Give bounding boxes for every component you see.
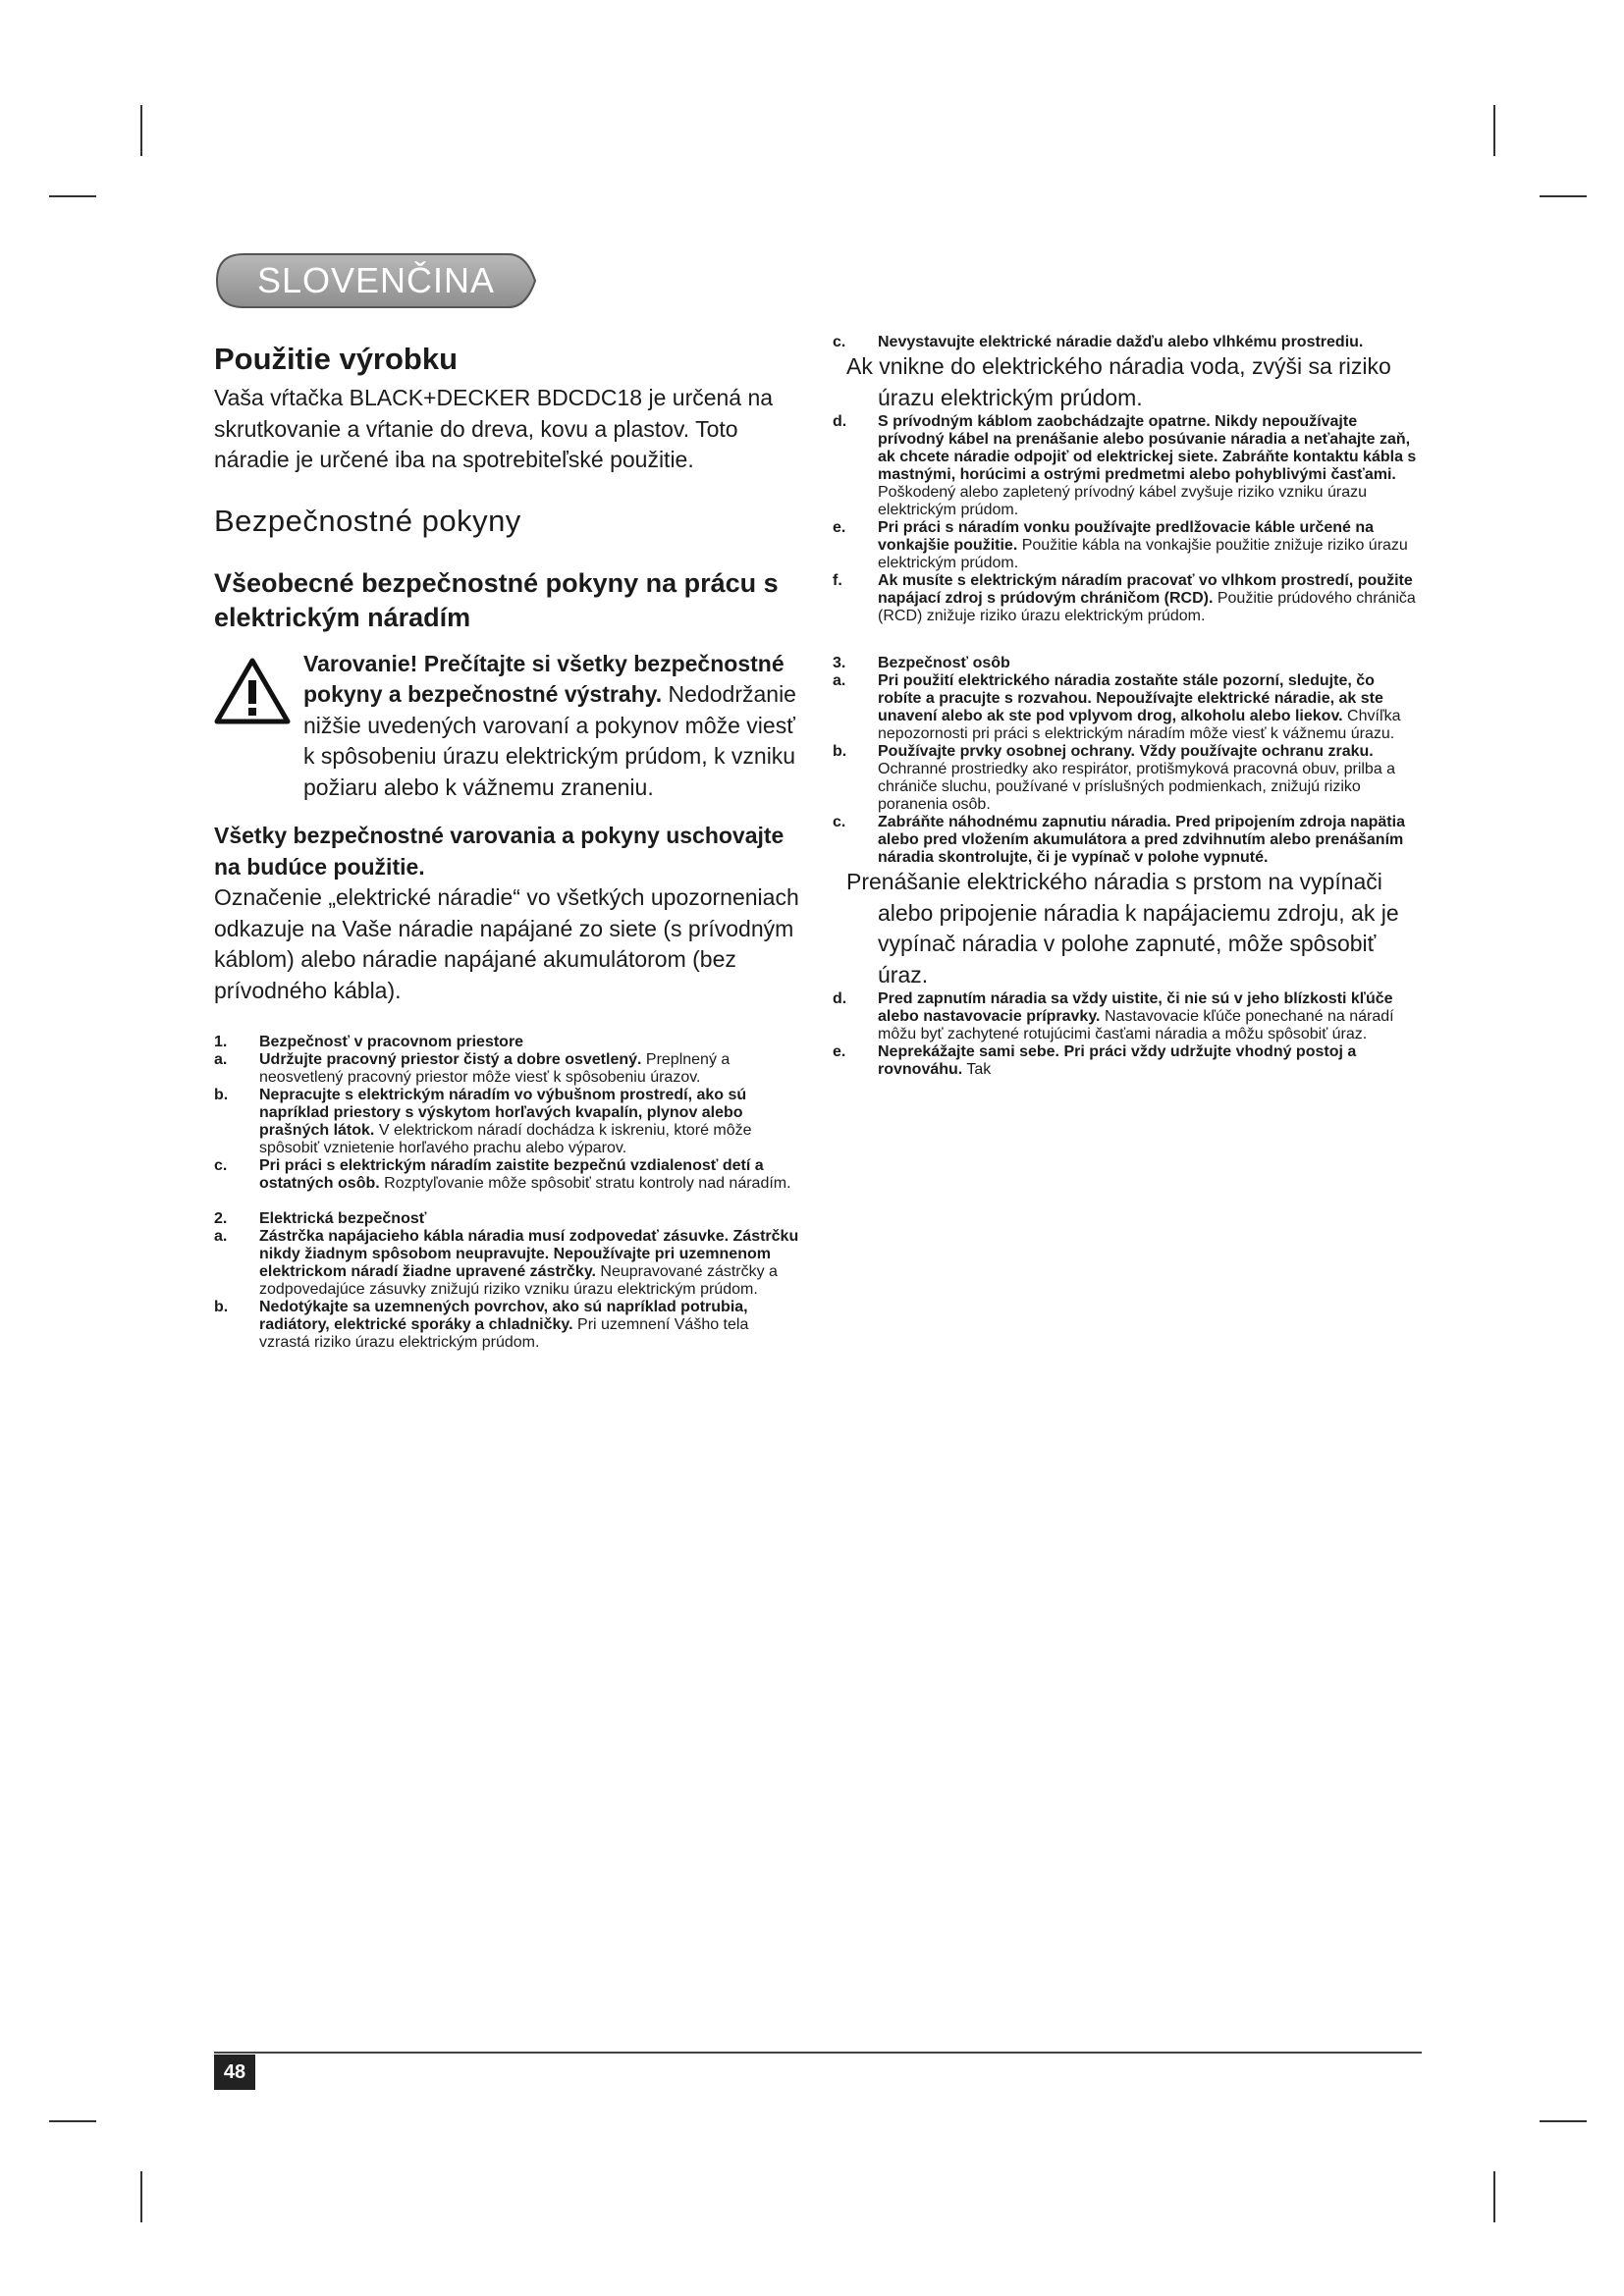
- list-item: b. Nedotýkajte sa uzemnených povrchov, ako sú napríklad potrubia, radiátory, elektrické sporáky a chladničky. Pri uzemnení Vášho tela vzrastá riziko úrazu elektrickým prúdom.: [214, 1299, 749, 1351]
- crop-mark: [140, 105, 142, 156]
- list-item: c. Pri práci s elektrickým náradím zaistite bezpečnú vzdialenosť detí a ostatných osôb. Rozptyľovanie môže spôsobiť stratu kontroly nad náradím.: [214, 1157, 791, 1192]
- left-column: [214, 340, 803, 1352]
- list-item: d. Pred zapnutím náradia sa vždy uistite, či nie sú v jeho blízkosti kľúče alebo nastavovacie prípravky. Nastavovacie kľúče ponechané na náradí môžu byť zachytené rotujúcimi časťami náradia a môžu spôsobiť úraz.: [833, 990, 1394, 1042]
- warning-block: [214, 649, 803, 804]
- warning-text: Nedodržanie nižšie uvedených varovaní a pokynov môže viesť k spôsobeniu úrazu elektrickým prúdom, k vzniku požiaru alebo k vážnemu zraneniu.: [303, 681, 796, 800]
- section-heading-work-area: 1. Bezpečnosť v pracovnom priestore: [214, 1034, 524, 1050]
- power-tool-definition: Označenie „elektrické náradie“ vo všetkých upozorneniach odkazuje na Vaše náradie napájané zo siete (s prívodným káblom) alebo náradie napájané akumulátorom (bez prívodného kábla).: [214, 884, 799, 1003]
- crop-mark: [1493, 105, 1495, 156]
- crop-mark: [1540, 2120, 1587, 2122]
- list-item: f. Ak musíte s elektrickým náradím pracovať vo vlhkom prostredí, použite napájací zdroj s prúdovým chráničom (RCD). Použitie prúdového chrániča (RCD) znižuje riziko úrazu elektrickým prúdom.: [833, 572, 1416, 624]
- crop-mark: [1540, 195, 1587, 197]
- list-item: b. Používajte prvky osobnej ochrany. Vždy používajte ochranu zraku. Ochranné prostriedky ako respirátor, protišmyková pracovná obuv, prilba a chrániče sluchu, používané v príslušných podmienkach, znižujú riziko poranenia osôb.: [833, 743, 1396, 813]
- usage-text: Vaša vŕtačka BLACK+DECKER BDCDC18 je určená na skrutkovanie a vŕtanie do dreva, kovu a plastov. Toto náradie je určené iba na spotrebiteľské použitie.: [214, 385, 774, 472]
- crop-mark: [49, 2120, 96, 2122]
- general-safety-title: Všeobecné bezpečnostné pokyny na prácu s elektrickým náradím: [214, 567, 779, 632]
- section-heading-personal-safety: 3. Bezpečnosť osôb: [833, 655, 1010, 671]
- crop-mark: [49, 195, 96, 197]
- list-item: d. S prívodným káblom zaobchádzajte opatrne. Nikdy nepoužívajte prívodný kábel na prenášanie alebo posúvanie náradia a neťahajte zaň, ak chcete náradie odpojiť od elektrickej siete. Zabráňte kontaktu kábla s mastnými, horúcimi a ostrými predmetmi alebo pohyblivými časťami. Poškodený alebo zapletený prívodný kábel zvyšuje riziko vzniku úrazu elektrickým prúdom.: [833, 413, 1417, 518]
- right-column: [833, 334, 1422, 1079]
- list-item: a. Pri použití elektrického náradia zostaňte stále pozorní, sledujte, čo robíte a pracujte s rozvahou. Nepoužívajte elektrické náradie, ak ste unavení alebo ak ste pod vplyvom drog, alkoholu alebo liekov. Chvíľka nepozornosti pri práci s elektrickým náradím môže viesť k vážnemu úrazu.: [833, 672, 1401, 742]
- usage-title: Použitie výrobku: [214, 342, 459, 376]
- warning-bold: Varovanie! Prečítajte si všetky bezpečnostné pokyny a bezpečnostné výstrahy.: [303, 650, 785, 707]
- footer-rule: [214, 2052, 1422, 2054]
- list-item: e. Neprekážajte sami sebe. Pri práci vždy udržujte vhodný postoj a rovnováhu. Tak: [833, 1043, 1357, 1078]
- crop-mark: [140, 2171, 142, 2222]
- list-item: c. Nevystavujte elektrické náradie dažďu alebo vlhkému prostrediu.: [833, 334, 1364, 350]
- keep-instructions: Všetky bezpečnostné varovania a pokyny uschovajte na budúce použitie.: [214, 823, 785, 880]
- safety-title: Bezpečnostné pokyny: [214, 503, 521, 538]
- list-item: a. Zástrčka napájacieho kábla náradia musí zodpovedať zásuvke. Zástrčku nikdy žiadnym spôsobom neupravujte. Nepoužívajte pri uzemnenom elektrickom náradí žiadne upravené zástrčky. Neupravované zástrčky a zodpovedajúce zásuvky znižujú riziko vzniku úrazu elektrickým prúdom.: [214, 1228, 799, 1298]
- list-item: b. Nepracujte s elektrickým náradím vo výbušnom prostredí, ako sú napríklad priestory s výskytom horľavých kvapalín, plynov alebo prašných látok. V elektrickom náradí dochádza k iskreniu, ktoré môže spôsobiť vznietenie horľavého prachu alebo výparov.: [214, 1087, 752, 1156]
- language-label: SLOVENČINA: [256, 260, 496, 300]
- list-item: e. Pri práci s náradím vonku používajte predlžovacie káble určené na vonkajšie použitie. Použitie kábla na vonkajšie použitie znižuje riziko úrazu elektrickým prúdom.: [833, 519, 1408, 571]
- section-heading-electrical-safety: 2. Elektrická bezpečnosť: [214, 1210, 427, 1227]
- page-number: 48: [214, 2055, 255, 2090]
- warning-triangle-icon: [214, 657, 291, 725]
- list-item-text: Prenášanie elektrického náradia s prstom na vypínači alebo pripojenie náradia k napájaciemu zdroju, ak je vypínač náradia v polohe zapnuté, môže spôsobiť úraz.: [846, 869, 1399, 988]
- list-item: c. Zabráňte náhodnému zapnutiu náradia. Pred pripojením zdroja napätia alebo pred vložením akumulátora a pred zdvihnutím alebo prenášaním náradia skontrolujte, či je vypínač v polohe vypnuté.: [833, 814, 1405, 866]
- language-badge: [214, 251, 538, 310]
- list-item: a. Udržujte pracovný priestor čistý a dobre osvetlený. Preplnený a neosvetlený pracovný priestor môže viesť k spôsobeniu úrazov.: [214, 1051, 731, 1086]
- list-item-text: Ak vnikne do elektrického náradia voda, zvýši sa riziko úrazu elektrickým prúdom.: [846, 353, 1391, 410]
- crop-mark: [1493, 2171, 1495, 2222]
